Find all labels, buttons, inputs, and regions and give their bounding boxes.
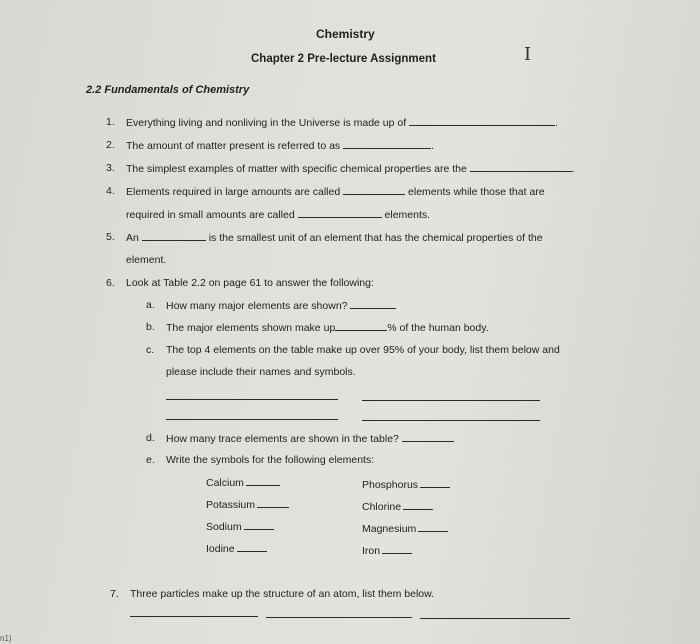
answer-line[interactable] — [420, 618, 570, 619]
answer-blank[interactable] — [343, 185, 405, 195]
question-6b-label: b. — [146, 321, 155, 333]
question-6d-text: How many trace elements are shown in the table? — [166, 433, 399, 445]
corner-mark: n1) — [0, 634, 12, 643]
question-6d-label: d. — [146, 432, 155, 444]
answer-blank[interactable] — [343, 139, 431, 149]
answer-blank[interactable] — [402, 432, 454, 442]
element-item — [206, 542, 267, 555]
element-item — [362, 522, 448, 535]
answer-line[interactable] — [166, 399, 338, 400]
answer-blank[interactable] — [382, 544, 412, 554]
element-item — [362, 544, 412, 557]
question-5-number: 5. — [106, 231, 115, 243]
question-6a-label: a. — [146, 299, 155, 311]
element-name: Magnesium — [362, 523, 417, 535]
element-name: Iodine — [206, 543, 235, 555]
element-name: Chlorine — [362, 501, 402, 513]
answer-blank[interactable] — [257, 498, 289, 508]
answer-blank[interactable] — [246, 476, 280, 486]
answer-blank[interactable] — [142, 231, 206, 241]
answer-blank[interactable] — [420, 478, 450, 488]
element-name: Sodium — [206, 521, 242, 533]
question-1-number: 1. — [106, 116, 115, 128]
question-6b — [166, 321, 489, 334]
element-item — [206, 476, 280, 489]
question-6d — [166, 432, 454, 445]
answer-line[interactable] — [266, 617, 412, 618]
question-1: Everything living and nonliving in the Universe is made up of . — [126, 117, 559, 129]
question-7-number: 7. — [110, 588, 119, 600]
element-item — [362, 500, 433, 513]
question-6-number: 6. — [106, 277, 115, 289]
question-6e-text: Write the symbols for the following elements: — [166, 454, 375, 466]
question-2-number: 2. — [106, 139, 115, 151]
element-name: Potassium — [206, 499, 256, 511]
question-4-text-b: elements while those that are — [408, 186, 545, 198]
text-cursor-icon: I — [524, 44, 532, 65]
answer-blank[interactable] — [418, 522, 448, 532]
question-6e-label: e. — [146, 454, 155, 466]
answer-blank[interactable] — [298, 208, 382, 218]
answer-blank[interactable] — [237, 542, 267, 552]
answer-blank[interactable] — [403, 500, 433, 510]
question-5-line-2: element. — [126, 254, 167, 266]
question-6c-text: The top 4 elements on the table make up over 95% of your body, list them below and — [166, 344, 560, 356]
question-6a-text: How many major elements are shown? — [166, 300, 348, 312]
answer-blank[interactable] — [350, 299, 396, 309]
question-4-text-d: elements. — [384, 209, 431, 221]
question-5-line-1 — [126, 231, 543, 244]
question-6b-text-b: % of the human body. — [387, 322, 489, 334]
question-6c-label: c. — [146, 344, 155, 356]
question-5-text-b: is the smallest unit of an element that has the chemical properties of the — [208, 232, 543, 244]
answer-line[interactable] — [362, 420, 540, 421]
question-4-text-c: required in small amounts are called — [126, 209, 295, 221]
answer-blank[interactable] — [470, 162, 572, 172]
question-6-text: Look at Table 2.2 on page 61 to answer the following: — [126, 277, 374, 289]
question-6c-text-2: please include their names and symbols. — [166, 366, 356, 378]
element-item — [206, 498, 289, 511]
question-6a — [166, 299, 396, 312]
answer-blank[interactable] — [409, 116, 555, 126]
question-3-text: The simplest examples of matter with specific chemical properties are the — [126, 163, 467, 175]
question-4-number: 4. — [106, 185, 115, 197]
question-3-number: 3. — [106, 162, 115, 174]
answer-line[interactable] — [362, 400, 540, 401]
question-4-text-a: Elements required in large amounts are called — [126, 186, 341, 198]
question-2: The amount of matter present is referred to as . — [126, 140, 435, 152]
answer-line[interactable] — [166, 419, 338, 420]
question-4-line-2 — [126, 208, 430, 221]
answer-blank[interactable] — [244, 520, 274, 530]
answer-blank[interactable] — [335, 321, 387, 331]
element-name: Phosphorus — [362, 479, 419, 491]
question-6b-text-a: The major elements shown make up — [166, 322, 336, 334]
element-name: Iron — [362, 545, 381, 557]
element-item — [362, 478, 450, 491]
question-5-text-a: An — [126, 232, 139, 244]
answer-line[interactable] — [130, 616, 258, 617]
section-heading: 2.2 Fundamentals of Chemistry — [86, 84, 250, 96]
question-1-text: Everything living and nonliving in the Universe is made up of — [126, 117, 407, 129]
element-name: Calcium — [206, 477, 244, 489]
question-7-text: Three particles make up the structure of an atom, list them below. — [130, 588, 435, 600]
question-3: The simplest examples of matter with specific chemical properties are the . — [126, 163, 575, 175]
page-subtitle: Chapter 2 Pre-lecture Assignment — [251, 53, 436, 65]
page-title: Chemistry — [316, 27, 375, 41]
question-2-text: The amount of matter present is referred to as — [126, 140, 341, 152]
question-4-line-1 — [126, 185, 545, 198]
element-item — [206, 520, 274, 533]
